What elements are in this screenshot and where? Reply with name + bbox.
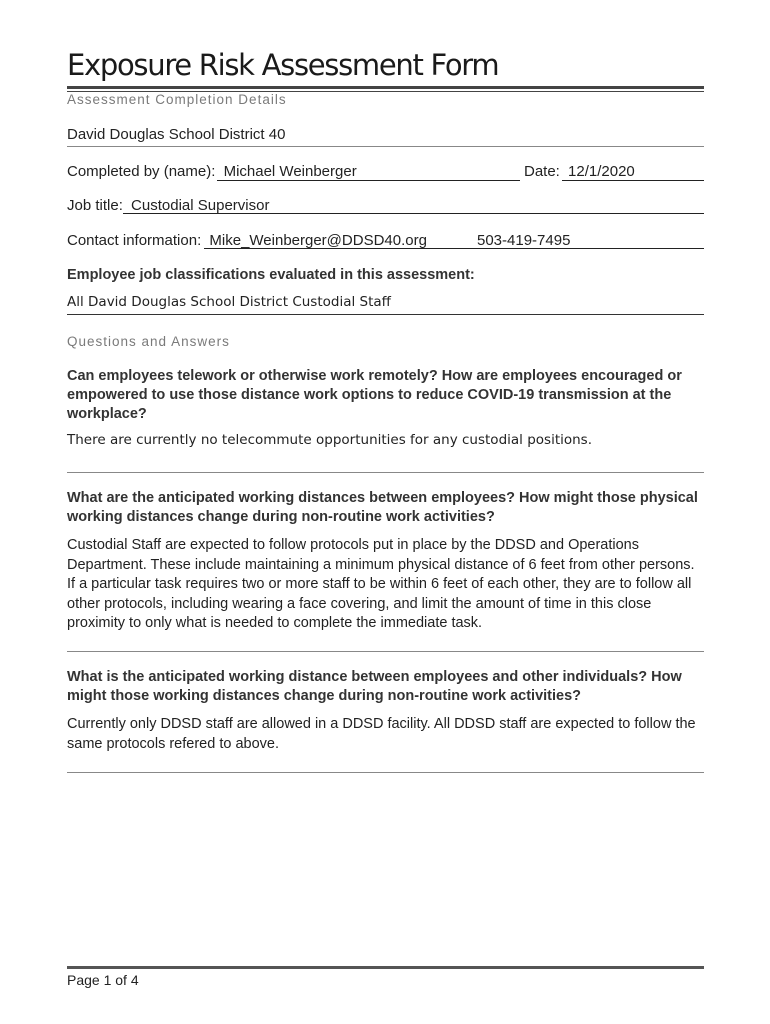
classifications-label: Employee job classifications evaluated in this assessment: bbox=[67, 267, 475, 283]
contact-label: Contact information: bbox=[67, 232, 202, 249]
qa-section-label: Questions and Answers bbox=[67, 334, 230, 349]
question-2-divider bbox=[67, 651, 704, 652]
completed-by-underline bbox=[217, 180, 520, 181]
assessment-section-label: Assessment Completion Details bbox=[67, 92, 287, 107]
contact-field bbox=[67, 232, 571, 249]
page-title: Exposure Risk Assessment Form bbox=[67, 48, 499, 82]
question-3: What is the anticipated working distance between employees and other individuals? How might those working distances change during non-routine work activities? bbox=[67, 669, 682, 704]
district-name: David Douglas School District 40 bbox=[67, 126, 286, 143]
footer-divider bbox=[67, 966, 704, 969]
question-1: Can employees telework or otherwise work remotely? How are employees encouraged or empowered to use those distance work options to reduce COVID-19 transmission at the workplace? bbox=[67, 368, 682, 422]
contact-underline bbox=[204, 248, 704, 249]
job-title-field bbox=[67, 197, 269, 214]
question-3-divider bbox=[67, 772, 704, 773]
classifications-value: All David Douglas School District Custodial Staff bbox=[67, 294, 391, 310]
date-label: Date: bbox=[524, 163, 560, 180]
form-page bbox=[67, 0, 704, 1024]
answer-1: There are currently no telecommute opportunities for any custodial positions. bbox=[67, 432, 593, 448]
job-title-underline bbox=[123, 213, 704, 214]
completed-by-label: Completed by (name): bbox=[67, 163, 216, 180]
answer-2: Custodial Staff are expected to follow protocols put in place by the DDSD and Operations Department. These include maintaining a minimum physical distance of 6 feet from other persons. If a particular task requires two or more staff to be within 6 feet of each other, they are to follow all other protocols, including wearing a face covering, and limit the amount of time in this close proximity to only what is needed to complete the immediate task. bbox=[67, 537, 695, 631]
completed-by-field bbox=[67, 163, 357, 180]
job-title-label: Job title: bbox=[67, 197, 123, 214]
completed-by-value: Michael Weinberger bbox=[223, 163, 357, 180]
answer-3: Currently only DDSD staff are allowed in a DDSD facility. All DDSD staff are expected to follow the same protocols refered to above. bbox=[67, 716, 696, 752]
job-title-value: Custodial Supervisor bbox=[131, 197, 270, 214]
date-field bbox=[524, 163, 635, 180]
contact-phone: 503-419-7495 bbox=[477, 232, 571, 249]
question-1-divider bbox=[67, 472, 704, 473]
contact-email: Mike_Weinberger@DDSD40.org bbox=[209, 232, 427, 249]
date-value: 12/1/2020 bbox=[568, 163, 635, 180]
title-divider bbox=[67, 86, 704, 89]
page-number: Page 1 of 4 bbox=[67, 972, 139, 988]
district-divider bbox=[67, 146, 704, 147]
classifications-divider bbox=[67, 314, 704, 315]
question-2: What are the anticipated working distances between employees? How might those physical working distances change during non-routine work activities? bbox=[67, 490, 698, 525]
date-underline bbox=[562, 180, 704, 181]
